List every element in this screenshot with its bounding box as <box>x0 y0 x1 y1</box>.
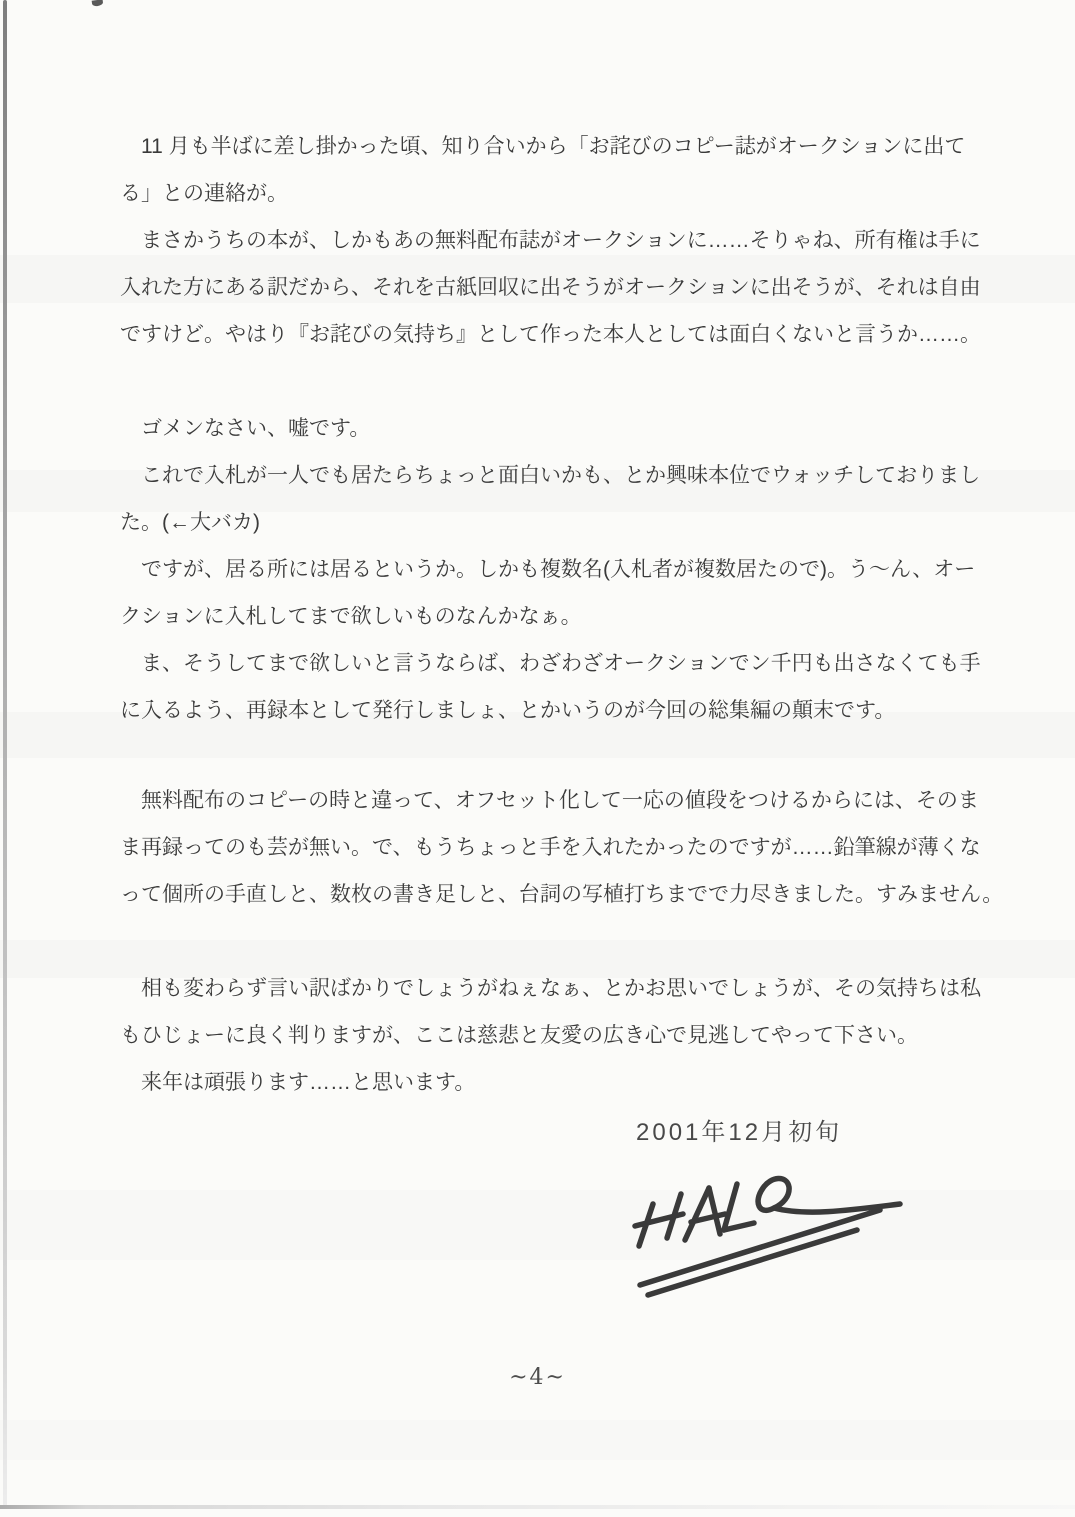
text-line: ま、そうしてまで欲しいと言うならば、わざわざオークションでン千円も出さなくても手 <box>120 652 981 675</box>
page-number: ~4~ <box>509 1365 566 1390</box>
text-line: ですけど。やはり『お詫びの気持ち』として作った本人としては面白くないと言うか……。 <box>120 323 981 346</box>
text-line: まさかうちの本が、しかもあの無料配布誌がオークションに……そりゃね、所有権は手に <box>120 229 981 252</box>
paragraph-block <box>120 777 1004 918</box>
signature-stroke <box>685 1188 709 1240</box>
photocopy-streak <box>0 1420 1075 1460</box>
text-line: ま再録ってのも芸が無い。で、もうちょっと手を入れたかったのですが……鉛筆線が薄くな <box>120 836 981 859</box>
signature-underline <box>640 1210 880 1285</box>
date-line: 2001年12月初旬 <box>636 1119 843 1146</box>
text-line: ですが、居る所には居るというか。しかも複数名(入札者が複数居たので)。う～ん、オー <box>120 558 976 581</box>
paragraph-block <box>120 123 981 358</box>
scan-edge-artifact <box>3 0 7 1507</box>
text-line: た。(←大バカ) <box>120 511 260 534</box>
text-line: ゴメンなさい、嘘です。 <box>120 417 371 440</box>
text-line: これで入札が一人でも居たらちょっと面白いかも、とか興味本位でウォッチしておりまし <box>120 464 981 487</box>
paragraph-block <box>120 405 981 734</box>
text-line: もひじょーに良く判りますが、ここは慈悲と友愛の広き心で見逃してやって下さい。 <box>120 1024 918 1047</box>
signature-underline <box>648 1230 857 1295</box>
text-line: って個所の手直しと、数枚の書き足しと、台詞の写植打ちまでで力尽きました。すみません。 <box>120 883 1004 906</box>
signature-halo-handwritten <box>615 1162 915 1307</box>
signature-stroke <box>709 1188 720 1234</box>
text-line: 相も変わらず言い訳ばかりでしょうがねぇなぁ、とかお思いでしょうが、その気持ちは私 <box>120 977 981 1000</box>
text-line: 来年は頑張ります……と思います。 <box>120 1071 476 1094</box>
text-line: クションに入札してまで欲しいものなんかなぁ。 <box>120 605 582 628</box>
text-line: 無料配布のコピーの時と違って、オフセット化して一応の値段をつけるからには、そのま <box>120 789 979 812</box>
text-line: に入るよう、再録本として発行しましょ、とかいうのが今回の総集編の顛末です。 <box>120 699 896 722</box>
afterword-text <box>120 123 1004 1106</box>
scan-bottom-edge-artifact <box>0 1505 1075 1509</box>
text-line: る」との連絡が。 <box>120 182 288 205</box>
text-line: 入れた方にある訳だから、それを古紙回収に出そうがオークションに出そうが、それは自由 <box>120 276 981 299</box>
paragraph-block <box>120 965 981 1106</box>
text-line: 11 月も半ばに差し掛かった頃、知り合いから「お詫びのコピー誌がオークションに出て <box>120 135 966 158</box>
signature-stroke <box>635 1214 683 1226</box>
scan-speck-artifact <box>92 0 104 7</box>
signature-stroke <box>724 1184 737 1230</box>
